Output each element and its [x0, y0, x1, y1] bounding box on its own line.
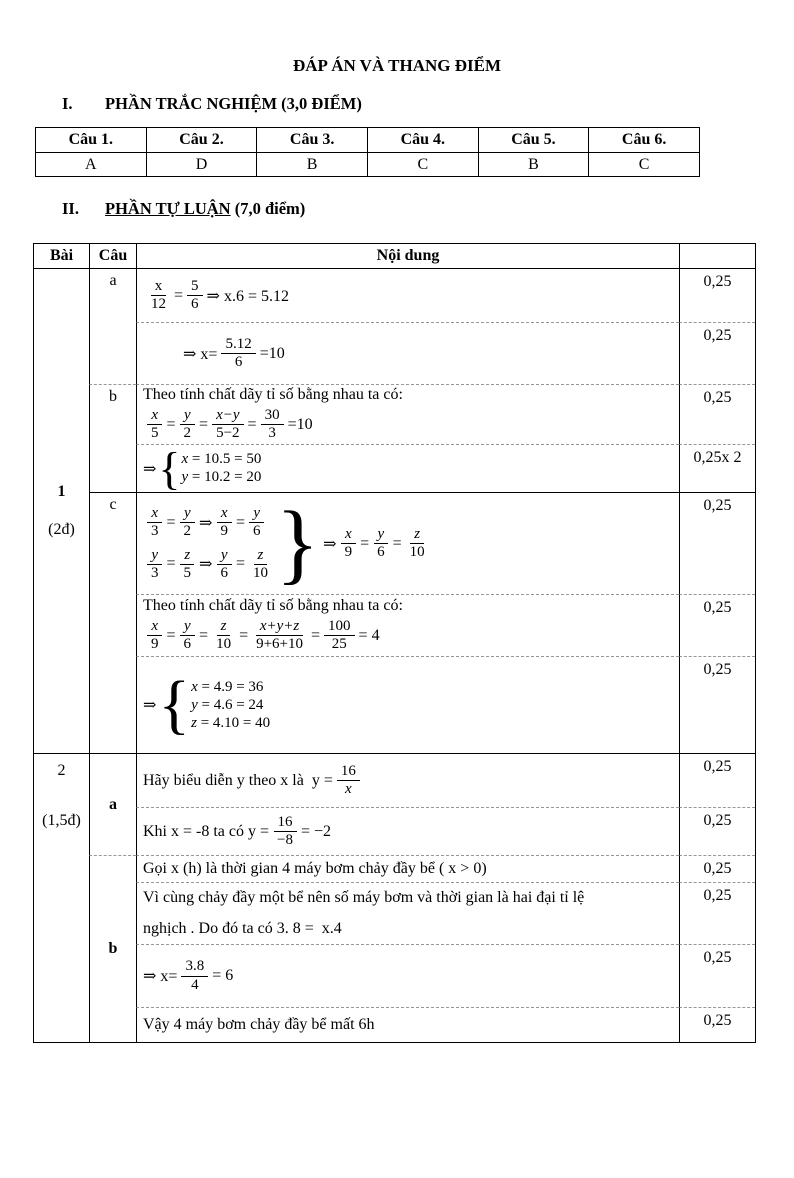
solution-step: $\frac{x}{12}$ = $\frac{5}{6}$ ⇒ x.6 = 5.12 — [136, 268, 679, 322]
points-cell: 0,25 — [679, 384, 755, 444]
solution-step: ⇒ x= $\frac{3.8}{4}$ = 6 — [136, 944, 679, 1007]
solution-step: ⇒ { x = 4.9 = 36 y = 4.6 = 24 z = 4.10 = 40 — [136, 656, 679, 753]
solution-step: ⇒ x= $\frac{5.12}{6}$ =10 — [136, 322, 679, 384]
points-cell: 0,25 — [679, 656, 755, 753]
problem-2-cell — [34, 753, 89, 1042]
problem-2-number: 2 — [57, 762, 66, 779]
problem-1-number: 1 — [57, 483, 66, 500]
points-cell: 0,25 — [679, 944, 755, 1007]
mcq-answer-cell: C — [589, 153, 700, 177]
part-1a-label: a — [89, 268, 136, 384]
mcq-answer-cell: C — [367, 153, 478, 177]
section-2-title-underlined: PHẦN TỰ LUẬN — [105, 199, 231, 218]
section-2-numeral: II. — [62, 199, 79, 218]
mcq-table — [35, 127, 700, 177]
col-header-bai: Bài — [49, 247, 74, 264]
col-header-cau: Câu — [89, 244, 136, 268]
points-cell: 0,25 — [679, 855, 755, 882]
mcq-answer-cell: B — [478, 153, 589, 177]
solution-step: ⇒ { x = 10.5 = 50 y = 10.2 = 20 — [136, 444, 679, 492]
mcq-answer-cell: D — [146, 153, 257, 177]
points-cell: 0,25 — [679, 492, 755, 594]
solution-step: Gọi x (h) là thời gian 4 máy bơm chảy đầy bể ( x > 0) — [136, 855, 679, 882]
part-1c-label: c — [89, 492, 136, 753]
mcq-answer-row — [36, 153, 700, 177]
solution-step: Theo tính chất dãy tỉ số bằng nhau ta có: $\frac{x}{9}$ = $\frac{y}{6}$ = $\frac{z}{10}$ = $\frac{x+y+z}{9+6+10}$ = $\frac{100}{25}$ = 4 — [136, 594, 679, 656]
solution-step: Hãy biểu diễn y theo x là y = $\frac{16}{x}$ — [136, 753, 679, 807]
mcq-header-cell: Câu 1. — [36, 128, 147, 153]
col-header-noidung: Nội dung — [136, 244, 679, 268]
section-2-heading — [62, 199, 794, 219]
solution-step: Vậy 4 máy bơm chảy đầy bể mất 6h — [136, 1007, 679, 1042]
part-1b-label: b — [89, 384, 136, 492]
mcq-answer-cell: B — [257, 153, 368, 177]
section-2-title — [105, 199, 305, 219]
mcq-header-cell: Câu 6. — [589, 128, 700, 153]
part-2b-label: b — [89, 855, 136, 1042]
mcq-header-cell: Câu 2. — [146, 128, 257, 153]
section-1-heading — [62, 94, 794, 114]
section-2-title-rest: (7,0 điểm) — [230, 199, 306, 218]
solution-step: $\frac{x}{3}$ = $\frac{y}{2}$ ⇒ $\frac{x}{9}$ = $\frac{y}{6}$ $\frac{y}{3}$ = $\frac{z}{5}$ ⇒ $\frac{y}{6}$ = $\frac{z}{10}$ } ⇒ $\frac{x}{9}$ = $\frac{y}{6}$ = $\frac{z}{10}$ — [136, 492, 679, 594]
points-cell: 0,25 — [679, 268, 755, 322]
solution-step: Khi x = -8 ta có y = $\frac{16}{-8}$ = −2 — [136, 807, 679, 855]
points-cell: 0,25x 2 — [679, 444, 755, 492]
essay-table — [33, 243, 756, 1043]
mcq-header-cell: Câu 3. — [257, 128, 368, 153]
points-cell: 0,25 — [679, 882, 755, 944]
mcq-header-cell: Câu 5. — [478, 128, 589, 153]
solution-step: Theo tính chất dãy tỉ số bằng nhau ta có: $\frac{x}{5}$ = $\frac{y}{2}$ = $\frac{x-y}{5-2}$ = $\frac{30}{3}$ =10 — [136, 384, 679, 444]
solution-step: Vì cùng chảy đầy một bể nên số máy bơm và thời gian là hai đại tỉ lệ nghịch . Do đó ta có 3. 8 = x.4 — [136, 882, 679, 944]
problem-2-points-total: (1,5đ) — [42, 812, 81, 829]
col-header-points — [679, 244, 755, 268]
mcq-answer-cell: A — [36, 153, 147, 177]
section-1-title: PHẦN TRẮC NGHIỆM (3,0 ĐIỂM) — [105, 94, 362, 113]
points-cell: 0,25 — [679, 322, 755, 384]
mcq-header-cell: Câu 4. — [367, 128, 478, 153]
mcq-header-row — [36, 128, 700, 153]
points-cell: 0,25 — [679, 1007, 755, 1042]
problem-1-points-total: (2đ) — [48, 521, 75, 538]
points-cell: 0,25 — [679, 753, 755, 807]
part-2a-label: a — [89, 753, 136, 855]
points-cell: 0,25 — [679, 594, 755, 656]
points-cell: 0,25 — [679, 807, 755, 855]
page-title: ĐÁP ÁN VÀ THANG ĐIỂM — [292, 56, 502, 75]
answer-key-page — [0, 56, 794, 1178]
section-1-numeral: I. — [62, 94, 73, 113]
problem-1-cell — [34, 268, 89, 753]
